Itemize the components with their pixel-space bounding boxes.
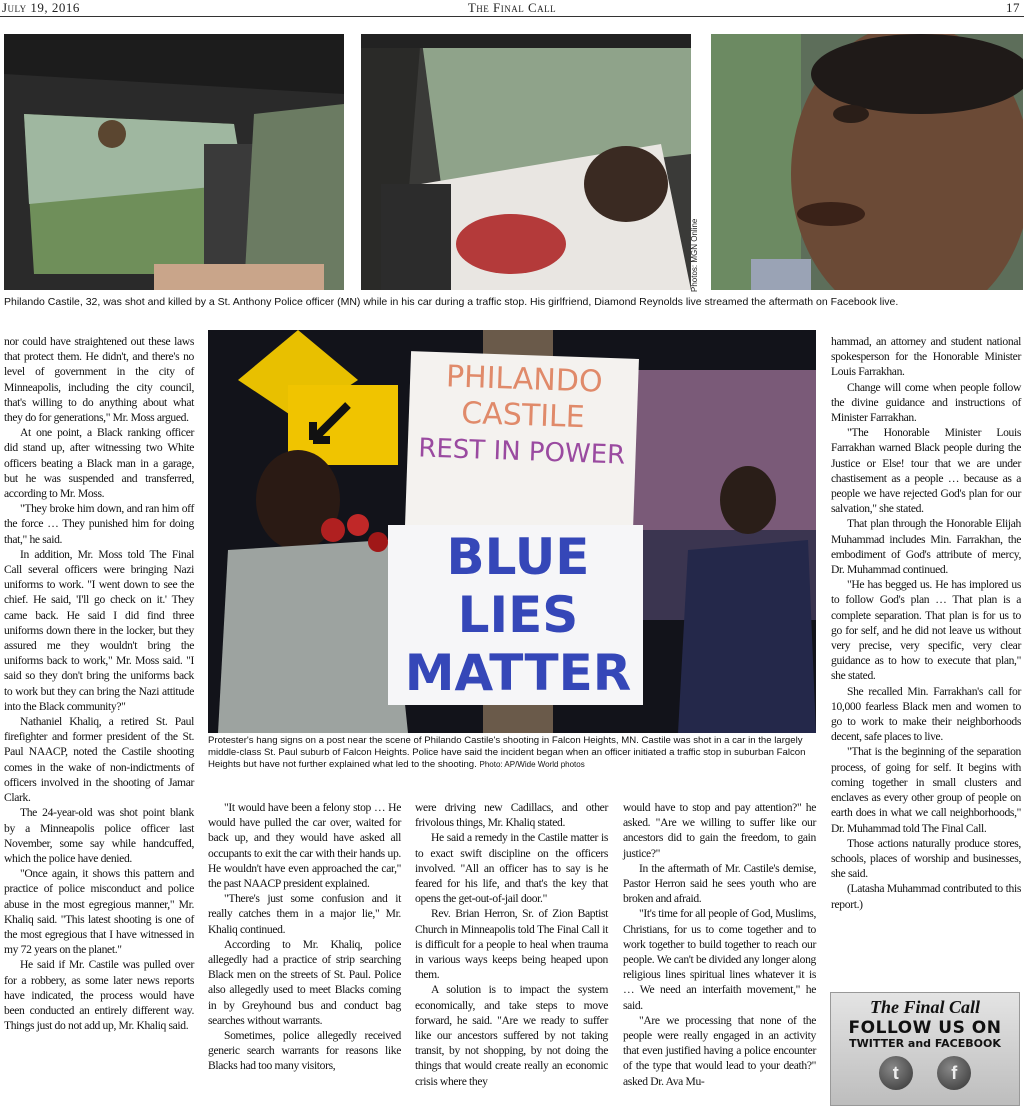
paragraph: Rev. Brian Herron, Sr. of Zion Baptist Church in Minneapolis told The Final Call it is difficult for a people to heal when trauma in various ways keeps being heaped upon them. (415, 907, 608, 982)
twitter-icon[interactable]: t (879, 1056, 913, 1090)
header-rule (0, 16, 1024, 17)
paragraph: A solution is to impact the system economically, and take steps to move forward, he said. "Are we ready to suffer like our ancestors suffered by not taking transit, by not shopping, by not doing the things that would create really an economic crisis where they (415, 983, 608, 1088)
paragraph: hammad, an attorney and student national spokesperson for the Honorable Minister Louis Farrakhan. (831, 335, 1021, 379)
article-column-5 (831, 334, 1021, 912)
paragraph: "That is the beginning of the separation process, of going for self. It begins with coming together in small clusters and enclaves as every other group of people on earth does in what we call neighborhoods," Dr. Muhammad told The Final Call. (831, 745, 1021, 835)
sign-blue-lies-matter (393, 528, 643, 702)
final-call-logo: The Final Call (869, 997, 981, 1017)
paragraph: In the aftermath of Mr. Castile's demise, Pastor Herron said he sees youth who are broken and afraid. (623, 861, 816, 906)
photo-car-window (4, 34, 344, 290)
paragraph: Change will come when people follow the divine guidance and instructions of Minister Farrakhan. (831, 380, 1021, 425)
paragraph: "There's just some confusion and it really catches them in a major lie," Mr. Khaliq continued. (208, 892, 401, 936)
paragraph: At one point, a Black ranking officer did stand up, after witnessing two White officers beating a Black man in a garage, but he was suspended and transferred, according to Mr. Moss. (4, 426, 194, 501)
paragraph: She recalled Min. Farrakhan's call for 10,000 fearless Black men and women to go to work to make their neighborhoods decent, safe places to live. (831, 684, 1021, 744)
paragraph: nor could have straightened out these laws that protect them. He didn't, and there's no level of government in the city of Minneapolis, including the city council, that's willing to do anything about what they do for generations," Mr. Moss argued. (4, 335, 194, 425)
paragraph: "It's time for all people of God, Muslims, Christians, for us to come together and to work together to build together to reach our people. We can't be divided any longer along religious lines spiritual lines whatever it is … We need an interfaith movement," he said. (623, 907, 816, 1012)
sign-line-1: PHILANDO (445, 359, 604, 400)
paragraph: "They broke him down, and ran him off the force … They punished him for doing that," he said. (4, 502, 194, 546)
paragraph: Nathaniel Khaliq, a retired St. Paul firefighter and former president of the St. Paul NAACP, noted the Castile shooting comes in the wake of non-indictments of officers involved in the shooting of Jamar Clark. (4, 715, 194, 805)
sign-lies: LIES (457, 586, 579, 644)
paragraph: "He has begged us. He has implored us to follow God's plan … That plan is a complete separation. That plan is for us to go for self, and he did not leave us without very precise, very specific, very clear guidance as to how to execute that plan," she stated. (831, 578, 1021, 683)
top-photo-credit: Photos: MGN Online (690, 218, 699, 292)
facebook-icon[interactable]: f (937, 1056, 971, 1090)
sign-line-2: CASTILE (460, 395, 586, 436)
paragraph: The 24-year-old was shot point blank by a Minneapolis police officer last November, some say while handcuffed, which the police have denied. (4, 806, 194, 865)
paragraph: That plan through the Honorable Elijah Muhammad includes Min. Farrakhan, the embodiment of God's attribute of mercy, Dr. Muhammad continued. (831, 517, 1021, 577)
photo-man-in-car (361, 34, 691, 290)
ad-subline: TWITTER and FACEBOOK (849, 1037, 1001, 1050)
photo-woman-closeup (711, 34, 1023, 290)
protest-caption-text: Protester's hang signs on a post near the scene of Philando Castile's shooting in Falcon Heights, MN. Castile was shot in a car in the largely middle-class St. Paul suburb of Falcon Heights. Police have said the incident began when an officer initiated a traffic stop in suburban Falcon Heights but have not further explained what led to the shooting. (208, 735, 806, 770)
sign-matter: MATTER (404, 644, 632, 702)
ad-headline: FOLLOW US ON (848, 1018, 1002, 1038)
sign-blue: BLUE (446, 528, 590, 586)
paragraph: Those actions naturally produce stores, schools, places of worship and businesses, she said. (831, 836, 1021, 881)
photo-protest-signs (208, 330, 816, 733)
sign-line-3: REST IN POWER (417, 433, 626, 471)
article-column-1 (4, 334, 194, 1033)
paragraph: According to Mr. Khaliq, police allegedly had a practice of strip searching Black men on the streets of St. Paul. Police also allegedly used to meet Blacks coming in by Greyhound bus and conduct bag searches without warrants. (208, 937, 401, 1027)
follow-us-ad[interactable] (830, 992, 1020, 1106)
paragraph: would have to stop and pay attention?" he asked. "Are we willing to suffer like our ancestors did to gain the freedom, to gain justice?" (623, 801, 816, 860)
article-column-3 (415, 800, 608, 1089)
paragraph: (Latasha Muhammad contributed to this report.) (831, 882, 1021, 911)
paragraph: "Once again, it shows this pattern and practice of police misconduct and police abuse in the most egregious manner," Mr. Khaliq said. "This latest shooting is one of the most egregious that I have witnessed in my 72 years on the planet." (4, 867, 194, 957)
page-number: 17 (1006, 0, 1020, 15)
sign-rest-in-power (411, 358, 635, 474)
paragraph: "It would have been a felony stop … He would have pulled the car over, waited for back up, and they would have asked all occupants to exit the car with their hands up. He wouldn't have even approached the car," the past NAACP president explained. (208, 801, 401, 891)
paragraph: Sometimes, police allegedly received generic search warrants for reasons like Blacks had too many visitors, (208, 1029, 401, 1073)
paragraph: He said a remedy in the Castile matter is to exact swift discipline on the officers involved. "All an officer has to say is he feared for his life, and that's the key that opens the get-out-of-jail door." (415, 831, 608, 906)
paragraph: "The Honorable Minister Louis Farrakhan warned Black people during the Justice or Else! tour that we are under chastisement as a people … because as a people we have rejected God's plan for our salvation," she stated. (831, 426, 1021, 516)
paragraph: He said if Mr. Castile was pulled over for a robbery, as some later news reports have indicated, the process would have been conducted an entirely different way. Things just do not add up, Mr. Khaliq said. (4, 958, 194, 1033)
paragraph: were driving new Cadillacs, and other frivolous things, Mr. Khaliq stated. (415, 801, 608, 830)
top-photo-caption: Philando Castile, 32, was shot and killed by a St. Anthony Police officer (MN) while in his car during a traffic stop. His girlfriend, Diamond Reynolds live streamed the aftermath on Facebook live. (4, 296, 899, 308)
protest-photo-caption (208, 735, 816, 771)
publication-name: The Final Call (467, 0, 557, 15)
article-column-4 (623, 800, 816, 1089)
paragraph: "Are we processing that none of the people were really engaged in an activity that even justified having a police encounter of the type that would lead to your death?" asked Dr. Ava Mu- (623, 1013, 816, 1088)
paragraph: In addition, Mr. Moss told The Final Call several officers were bringing Nazi uniforms to work. "I went down to see the chief. He said, 'I'll go check on it.' They came back. He said I did find three uniforms down there in the locker, but they assured me they wouldn't bring the uniforms back to work," Mr. Moss said. "I said so they don't bring the uniforms back to work but they can bring the Nazi attitude into the Black community?" (4, 547, 194, 713)
issue-date: July 19, 2016 (2, 0, 80, 15)
article-column-2 (208, 800, 401, 1074)
protest-photo-credit: Photo: AP/Wide World photos (479, 760, 585, 769)
